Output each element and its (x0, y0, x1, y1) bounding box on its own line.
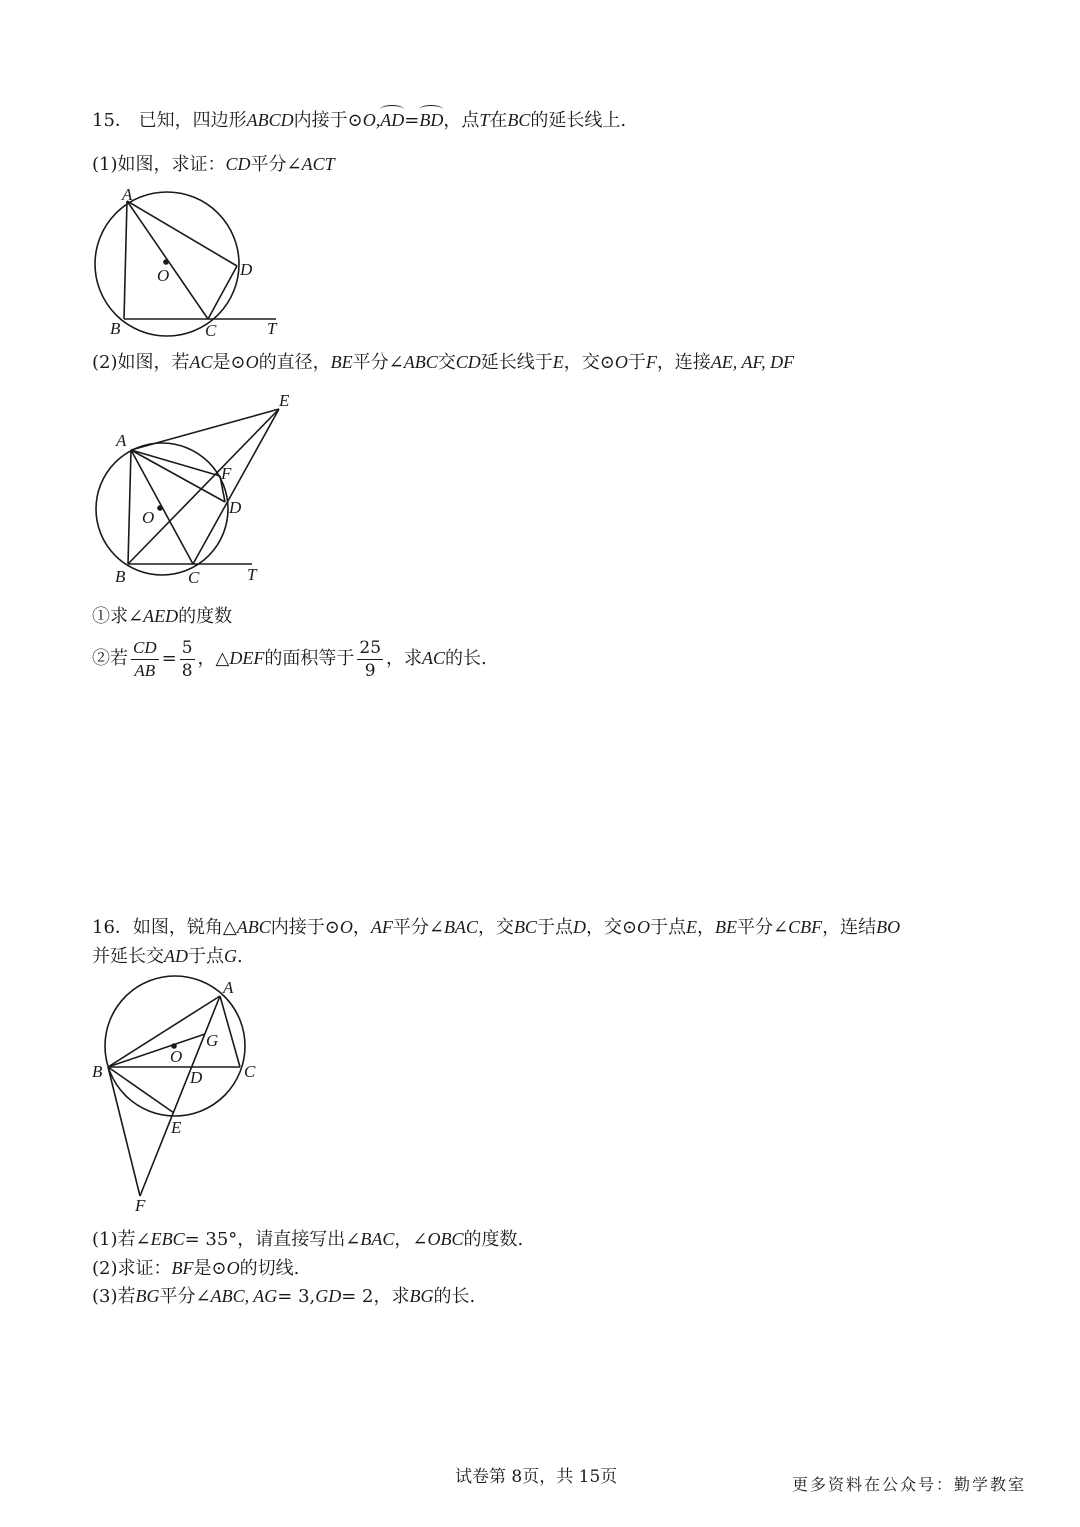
label-c: C (205, 321, 217, 340)
q16-part3: (3)若BG平分∠ABC, AG= 3,GD= 2，求BG的长. (92, 1286, 476, 1307)
watermark-text: 更多资料在公众号：勤学教室 (792, 1475, 1027, 1494)
q15-stem: 15． 已知，四边形ABCD内接于⊙O,AD=BD，点T在BC的延长线上. (92, 110, 627, 131)
arc-ad: AD (380, 110, 405, 130)
q15-sub2: ②若 $\frac{CD}{AB}$ = $\frac{5}{8}$ ，△DEF的面积等于 $\frac{25}{9}$ ，求AC的长. (92, 637, 487, 681)
q15-part1: (1)如图，求证：CD平分∠ACT (92, 154, 335, 175)
label-e: E (279, 391, 290, 410)
label-a: A (223, 978, 234, 997)
q16-stem-line1: 16．如图，锐角△ABC内接于⊙O，AF平分∠BAC，交BC于点D，交⊙O于点E，BE平分∠CBF，连结BO (92, 917, 901, 938)
label-c: C (188, 568, 200, 587)
label-f: F (135, 1196, 146, 1215)
fraction-cd-ab: $\frac{CD}{AB}$ (133, 637, 157, 680)
fraction-5-8: $\frac{5}{8}$ (181, 637, 193, 681)
q16-stem-line2: 并延长交AD于点G. (92, 946, 243, 967)
q16-part2: (2)求证：BF是⊙O的切线. (92, 1258, 300, 1279)
label-o: O (157, 266, 170, 285)
label-b: B (115, 567, 126, 586)
label-a: A (116, 431, 127, 450)
label-d: D (190, 1068, 203, 1087)
q16-part1: (1)若∠EBC= 35°，请直接写出∠BAC，∠OBC的度数. (92, 1229, 524, 1250)
label-e: E (171, 1118, 182, 1137)
label-c: C (244, 1062, 256, 1081)
label-t: T (247, 565, 257, 584)
label-f: F (221, 464, 232, 483)
label-b: B (110, 319, 121, 338)
label-g: G (206, 1031, 219, 1050)
label-o: O (170, 1047, 183, 1066)
q15-part2: (2)如图，若AC是⊙O的直径，BE平分∠ABC交CD延长线于E，交⊙O于F，连接AE, AF, DF (92, 352, 795, 373)
fraction-25-9: $\frac{25}{9}$ (359, 637, 382, 681)
page-footer: 试卷第 8页，共 15页 (455, 1467, 618, 1487)
label-a: A (122, 185, 133, 204)
label-t: T (267, 319, 277, 338)
label-o: O (142, 508, 155, 527)
label-b: B (92, 1062, 103, 1081)
arc-bd: BD (419, 110, 444, 130)
label-d: D (240, 260, 253, 279)
q15-sub1: ①求∠AED的度数 (92, 606, 233, 627)
label-d: D (229, 498, 242, 517)
